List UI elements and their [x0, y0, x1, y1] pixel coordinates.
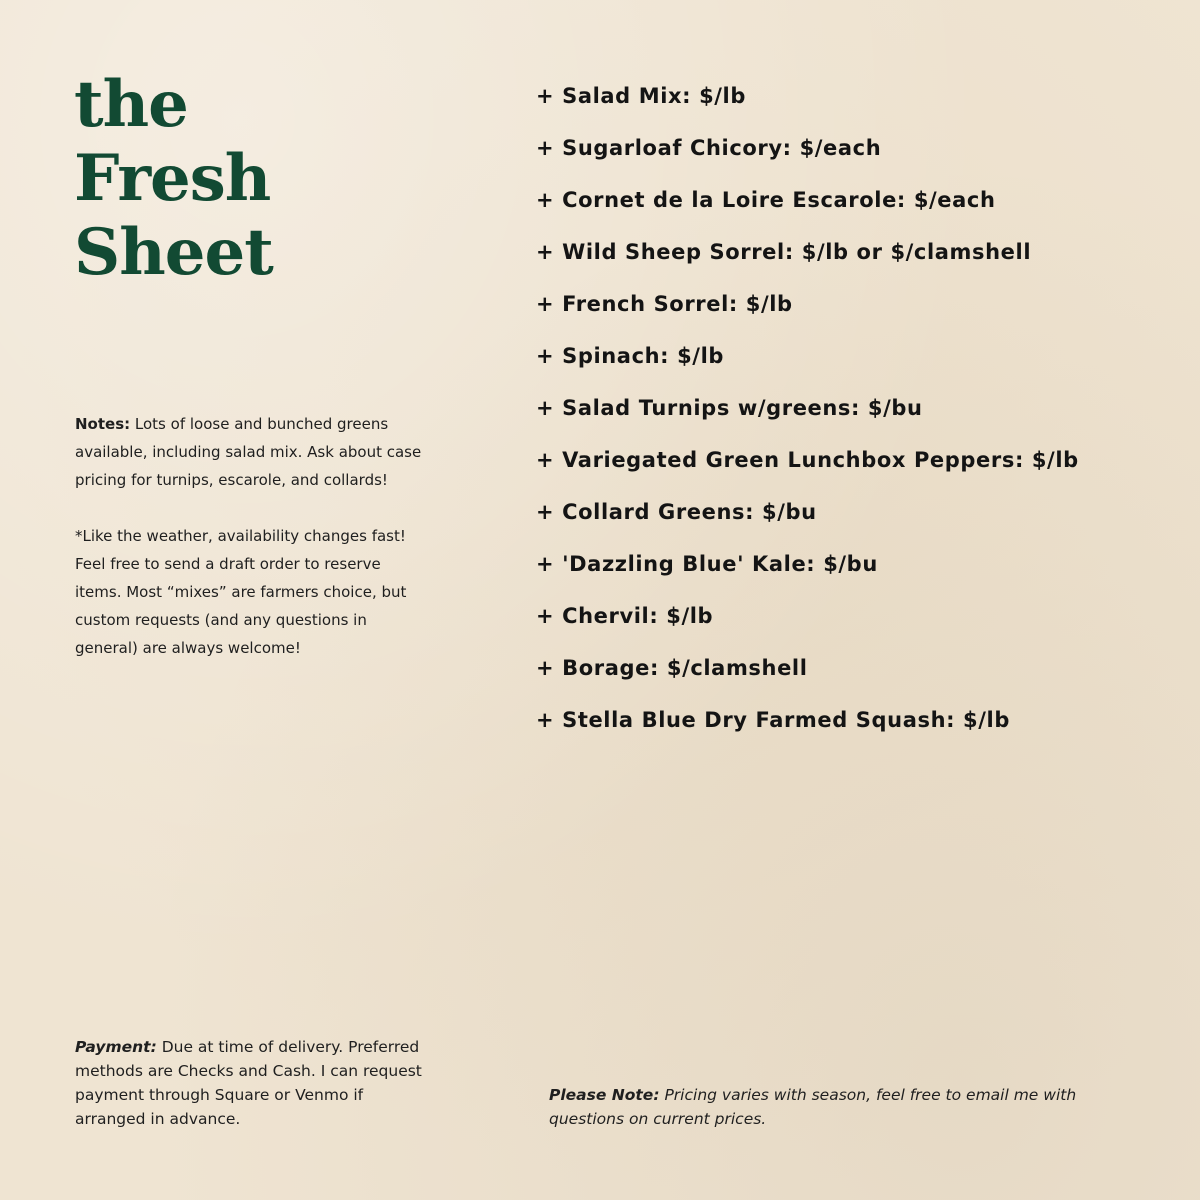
payment-label: Payment:: [75, 1038, 157, 1056]
list-item: + Cornet de la Loire Escarole: $/each: [536, 188, 996, 212]
notes-section: [75, 410, 425, 662]
title-line-the: the: [74, 67, 188, 142]
list-item: + Variegated Green Lunchbox Peppers: $/lb: [536, 448, 1079, 472]
notes-label: Notes:: [75, 415, 131, 433]
title-line-sheet: Sheet: [74, 215, 273, 290]
availability-paragraph: *Like the weather, availability changes fast! Feel free to send a draft order to reserve items. Most “mixes” are farmers choice, but custom requests (and any questions in general) are always welcome!: [75, 527, 407, 657]
list-item: + Stella Blue Dry Farmed Squash: $/lb: [536, 708, 1010, 732]
pricing-note-label: Please Note:: [549, 1086, 660, 1104]
list-item: + Spinach: $/lb: [536, 344, 725, 368]
list-item: + Borage: $/clamshell: [536, 656, 808, 680]
payment-text: Due at time of delivery. Preferred methods are Checks and Cash. I can request payment through Square or Venmo if arranged in advance.: [75, 1038, 422, 1128]
list-item: + Chervil: $/lb: [536, 604, 714, 628]
list-item: + French Sorrel: $/lb: [536, 292, 793, 316]
pricing-note: [549, 1083, 1129, 1131]
list-item: + Salad Turnips w/greens: $/bu: [536, 396, 923, 420]
produce-list: [536, 70, 1079, 746]
list-item: + Collard Greens: $/bu: [536, 500, 817, 524]
list-item: + 'Dazzling Blue' Kale: $/bu: [536, 552, 878, 576]
title-line-fresh: Fresh: [74, 141, 271, 216]
notes-text: Lots of loose and bunched greens available, including salad mix. Ask about case pricing for turnips, escarole, and collards!: [75, 415, 422, 489]
list-item: + Salad Mix: $/lb: [536, 84, 746, 108]
page-title: [74, 68, 273, 290]
pricing-note-text: Pricing varies with season, feel free to email me with questions on current prices.: [549, 1086, 1077, 1128]
list-item: + Sugarloaf Chicory: $/each: [536, 136, 882, 160]
notes-paragraph: [75, 410, 425, 494]
list-item: + Wild Sheep Sorrel: $/lb or $/clamshell: [536, 240, 1032, 264]
payment-info: [75, 1035, 435, 1131]
